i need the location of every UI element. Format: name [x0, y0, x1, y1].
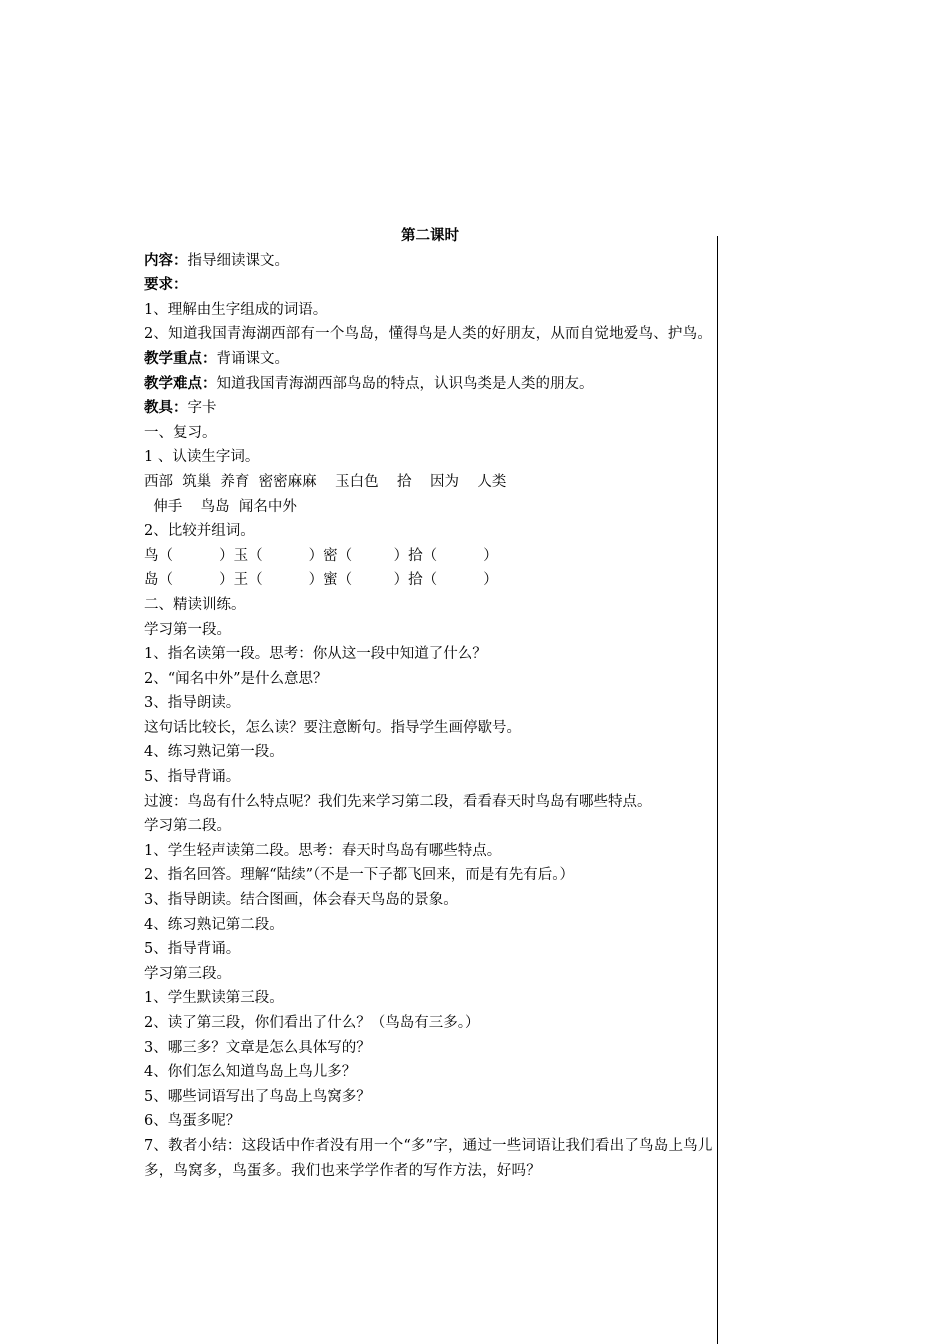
difficulty-row	[144, 372, 716, 397]
text-line: 2、比较并组词。	[144, 523, 255, 540]
text-line: 1 、认读生字词。	[144, 449, 260, 466]
difficulty-label: 教学难点：	[144, 374, 217, 392]
tools-text: 字卡	[187, 400, 217, 417]
text-line: 2、读了第三段，你们看出了什么？（鸟岛有三多。）	[144, 1015, 480, 1031]
vocab-line: 西部 筑巢 养育 密密麻麻 玉白色 拾 因为 人类	[144, 473, 507, 490]
difficulty-text: 知道我国青海湖西部鸟岛的特点，认识鸟类是人类的朋友。	[216, 375, 594, 392]
text-line: 一、复习。	[144, 424, 217, 441]
vocab-line: 伸手 鸟岛 闻名中外	[144, 498, 297, 515]
content-label: 内容：	[144, 251, 188, 269]
text-line: 这句话比较长，怎么读？要注意断句。指导学生画停歇号。	[144, 719, 521, 736]
text-line: 2、指名回答。理解“陆续”（不是一下子都飞回来，而是有先有后。）	[144, 867, 575, 884]
word-compare-line: 鸟（ ）玉（ ）密（ ）拾（ ）	[144, 547, 498, 564]
page-title: 第二课时	[401, 227, 459, 244]
requirement-1: 1、理解由生字组成的词语。	[144, 301, 328, 318]
key-point-label: 教学重点：	[144, 349, 217, 367]
tools-label: 教具：	[144, 399, 188, 417]
text-line: 二、精读训练。	[144, 596, 246, 613]
text-line: 4、练习熟记第二段。	[144, 916, 284, 933]
text-line: 5、指导背诵。	[144, 941, 241, 958]
text-line: 5、指导背诵。	[144, 769, 241, 786]
text-line: 1、指名读第一段。思考：你从这一段中知道了什么？	[144, 646, 487, 663]
lesson-plan	[144, 224, 716, 1183]
text-line: 2、“闻名中外”是什么意思？	[144, 670, 328, 687]
margin-rule	[717, 236, 718, 1344]
text-line: 学习第二段。	[144, 818, 231, 835]
text-line: 3、指导朗读。	[144, 695, 241, 712]
text-line: 1、学生轻声读第二段。思考：春天时鸟岛有哪些特点。	[144, 842, 502, 859]
content-text: 指导细读课文。	[187, 252, 289, 269]
text-line: 过渡：鸟岛有什么特点呢？我们先来学习第二段，看看春天时鸟岛有哪些特点。	[144, 793, 652, 810]
text-line: 4、你们怎么知道鸟岛上鸟儿多？	[144, 1064, 357, 1081]
key-point-row	[144, 347, 716, 372]
content-row	[144, 249, 716, 274]
tools-row	[144, 396, 716, 421]
text-line: 4、练习熟记第一段。	[144, 744, 284, 761]
text-line: 1、学生默读第三段。	[144, 990, 284, 1007]
teacher-summary: 7、教者小结：这段话中作者没有用一个“多”字，通过一些词语让我们看出了鸟岛上鸟儿多，鸟窝多，鸟蛋多。我们也来学学作者的写作方法，好吗？	[144, 1137, 713, 1179]
text-line: 学习第一段。	[144, 621, 231, 638]
text-line: 5、哪些词语写出了鸟岛上鸟窝多？	[144, 1088, 371, 1105]
text-line: 6、鸟蛋多呢？	[144, 1113, 241, 1130]
requirements-label: 要求：	[144, 276, 188, 294]
text-line: 3、哪三多？文章是怎么具体写的？	[144, 1039, 371, 1056]
word-compare-line: 岛（ ）王（ ）蜜（ ）拾（ ）	[144, 572, 498, 589]
key-point-text: 背诵课文。	[216, 350, 289, 367]
text-line: 学习第三段。	[144, 965, 231, 982]
text-line: 3、指导朗读。结合图画，体会春天鸟岛的景象。	[144, 892, 458, 909]
requirement-2: 2、知道我国青海湖西部有一个鸟岛，懂得鸟是人类的好朋友，从而自觉地爱鸟、护鸟。	[144, 326, 713, 343]
